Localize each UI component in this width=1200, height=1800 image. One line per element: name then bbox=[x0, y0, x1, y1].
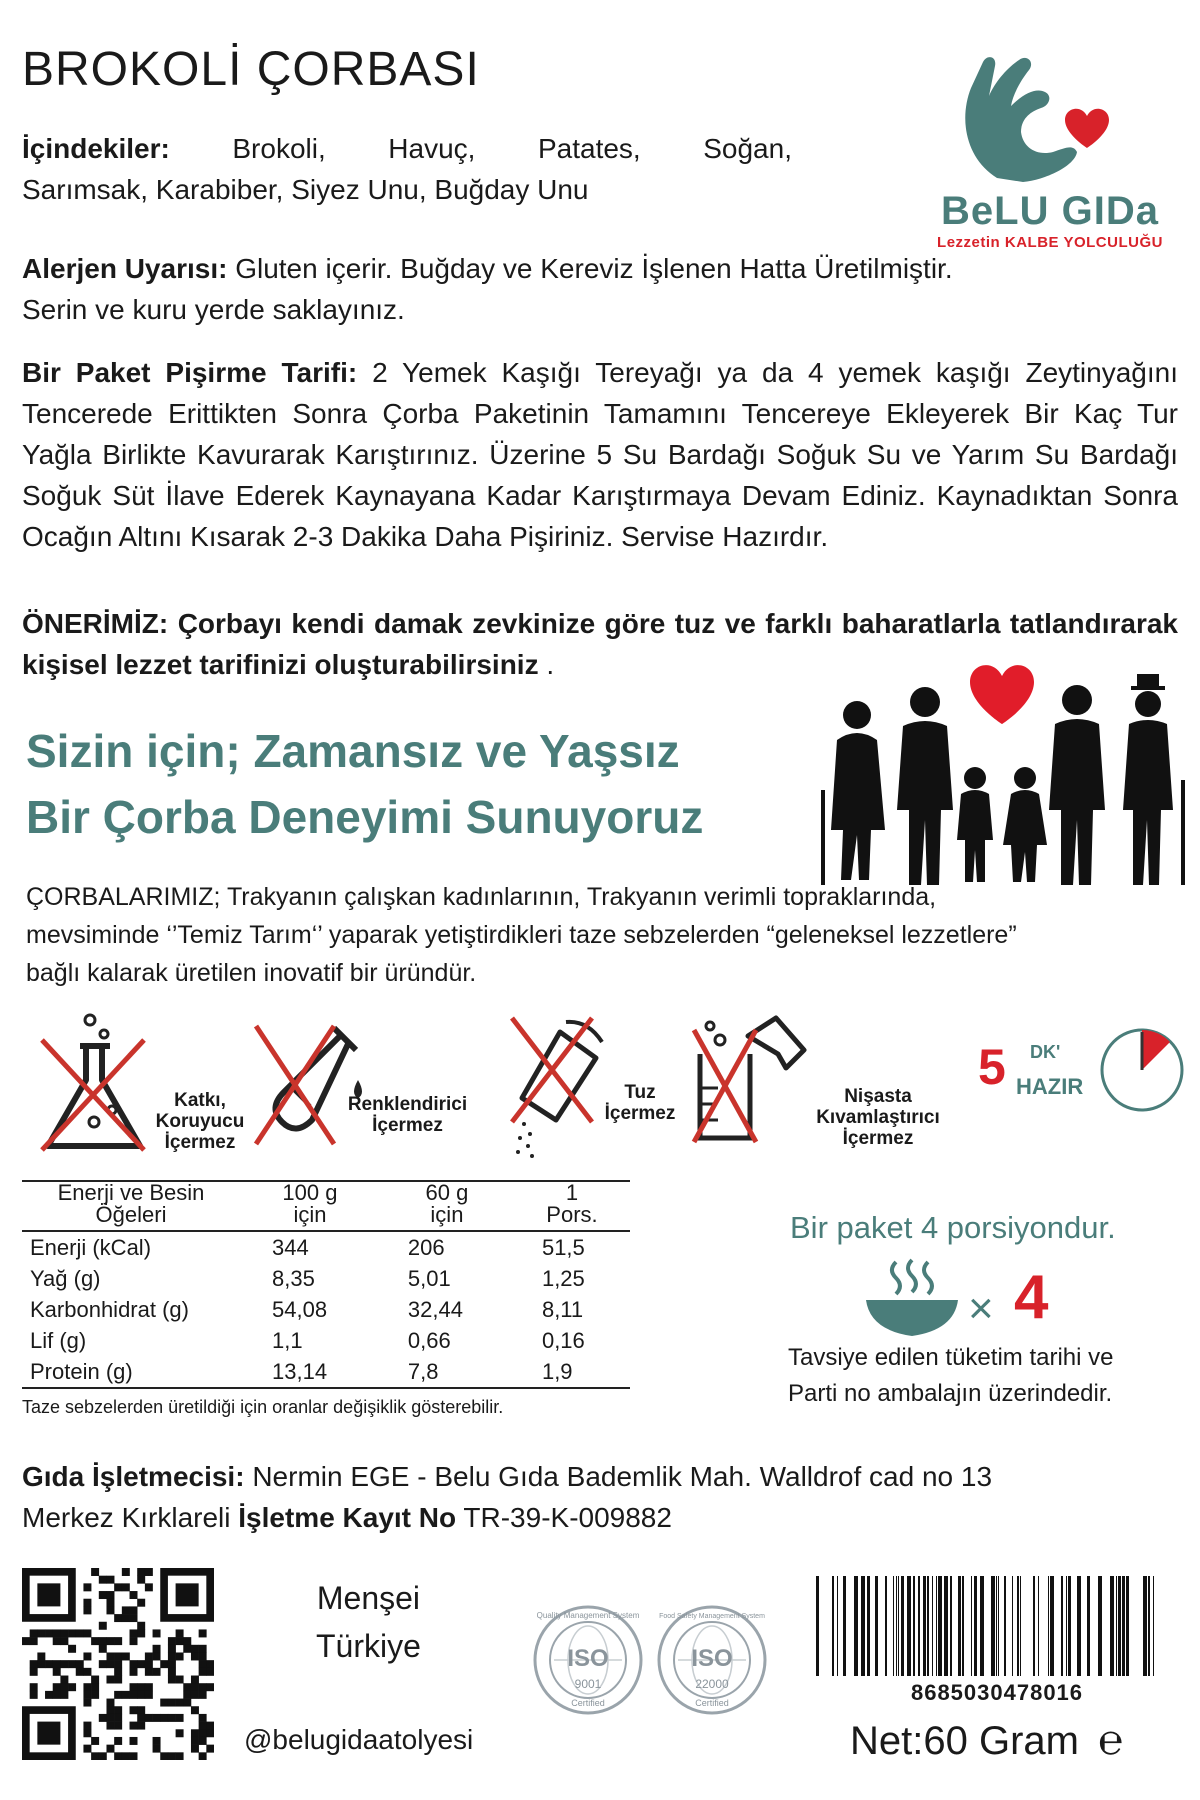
additive-label: Katkı, Koruyucu İçermez bbox=[155, 1090, 245, 1153]
barcode bbox=[812, 1576, 1182, 1676]
svg-text:Food Safety Management System: Food Safety Management System bbox=[659, 1613, 765, 1620]
nutrition-header: Enerji ve Besin Öğeleri bbox=[57, 1180, 205, 1227]
svg-text:Certified: Certified bbox=[571, 1698, 605, 1708]
svg-text:Quality Management System: Quality Management System bbox=[536, 1611, 640, 1620]
barcode-number: 8685030478016 bbox=[910, 1680, 1084, 1705]
slogan-line1: Sizin için; Zamansız ve Yaşsız bbox=[26, 725, 680, 777]
table-row: Yağ (g) 8,35 5,01 1,25 bbox=[30, 1266, 585, 1291]
about-line2: mevsiminde ‘’Temiz Tarım‘’ yaparak yetiştirdikleri taze sebzelerden “geleneksel lezzetlere” bbox=[26, 921, 1017, 949]
net-weight bbox=[850, 1716, 1123, 1764]
suggestion-label: ÖNERİMİZ: bbox=[22, 608, 169, 639]
nutrition-table bbox=[22, 1182, 630, 1389]
operator-text: Nermin EGE - Belu Gıda Bademlik Mah. Walldrof cad no 13 bbox=[244, 1461, 993, 1492]
qr-code[interactable] bbox=[22, 1568, 214, 1760]
recipe-text: 2 Yemek Kaşığı Tereyağı ya da 4 yemek kaşığı Zeytinyağını Tencerede Erittikten Sonra Çorba Paketinin Tamamını Tencereye Ekleyerek Bir Kaç Tur Yağla Birlikte Kavurarak Karıştırınız. Üzerine 5 Su Bardağı Soğuk Su ve Yarım Su Bardağı Soğuk Süt İlave Ederek Kaynayana Kadar Karıştırmaya Devam Ediniz. Kaynadıktan Sonra Ocağın Altını Kısarak 2-3 Dakika Daha Pişiriniz. Servise Hazırdır. bbox=[22, 357, 1178, 552]
origin-label: Menşei bbox=[316, 1580, 421, 1616]
allergen-text: Gluten içerir. Buğday ve Kereviz İşlenen Hatta Üretilmiştir. bbox=[227, 253, 953, 284]
ingredient-item: Havuç, bbox=[388, 133, 476, 164]
hand-heart-icon bbox=[925, 48, 1175, 188]
svg-text:Certified: Certified bbox=[695, 1698, 729, 1708]
registration-label: İşletme Kayıt No bbox=[238, 1502, 457, 1533]
brand-name: BeLU GIDa bbox=[941, 189, 1159, 233]
brand-logo bbox=[925, 48, 1175, 251]
table-row: Karbonhidrat (g) 54,08 32,44 8,11 bbox=[30, 1297, 584, 1322]
about-text bbox=[26, 878, 1186, 992]
nutrition-header: 100 g için bbox=[282, 1180, 338, 1227]
slogan-line2: Bir Çorba Deneyimi Sunuyoruz bbox=[26, 791, 704, 843]
portion-title: Bir paket 4 porsiyondur. bbox=[790, 1210, 1116, 1245]
expiry-note: Tavsiye edilen tüketim tarihi ve Parti no ambalajın üzerindedir. bbox=[788, 1344, 1114, 1407]
recipe-label: Bir Paket Pişirme Tarifi: bbox=[22, 357, 358, 388]
ingredient-item: Soğan, bbox=[703, 133, 792, 164]
nutrition-note: Taze sebzelerden üretildiği için oranlar değişiklik gösterebilir. bbox=[22, 1397, 504, 1417]
product-title: BROKOLİ ÇORBASI bbox=[22, 43, 480, 96]
operator-label: Gıda İşletmecisi: bbox=[22, 1461, 245, 1492]
ingredients-block bbox=[22, 128, 792, 210]
storage-text: Serin ve kuru yerde saklayınız. bbox=[22, 294, 405, 325]
operator-block bbox=[22, 1456, 1182, 1538]
svg-text:ISO: ISO bbox=[691, 1645, 733, 1672]
ready-number: 5 bbox=[978, 1039, 1006, 1095]
svg-text:22000: 22000 bbox=[695, 1677, 729, 1691]
social-handle: @belugidaatolyesi bbox=[244, 1724, 474, 1755]
ready-unit: DK' bbox=[1030, 1042, 1061, 1062]
family-heart-icon bbox=[815, 660, 1190, 890]
beaker-crossed-icon bbox=[690, 1010, 820, 1145]
salt-label: Tuz İçermez bbox=[604, 1082, 676, 1124]
brand-tagline: Lezzetin KALBE YOLCULUĞU bbox=[937, 234, 1163, 251]
registration-number: TR-39-K-009882 bbox=[456, 1502, 672, 1533]
nutrition-header: 60 g için bbox=[425, 1180, 469, 1227]
flask-crossed-icon bbox=[34, 1010, 159, 1160]
ingredient-item: Brokoli, bbox=[232, 133, 326, 164]
iso-9001-badge bbox=[532, 1604, 644, 1716]
recipe-block bbox=[22, 352, 1178, 557]
net-text: Net:60 Gram bbox=[850, 1719, 1079, 1763]
table-row: Protein (g) 13,14 7,8 1,9 bbox=[22, 1356, 630, 1388]
slogan bbox=[26, 718, 703, 850]
ingredients-line2: Sarımsak, Karabiber, Siyez Unu, Buğday Unu bbox=[22, 174, 589, 205]
portion-count: 4 bbox=[1014, 1263, 1049, 1332]
estimated-sign-icon: ℮ bbox=[1098, 1716, 1124, 1763]
nutrition-panel bbox=[22, 1180, 630, 1418]
ingredients-label: İçindekiler: bbox=[22, 133, 170, 164]
suggestion-trail: . bbox=[538, 649, 555, 680]
allergen-label: Alerjen Uyarısı: bbox=[22, 253, 228, 284]
origin-block bbox=[316, 1574, 421, 1670]
nutrition-header: 1 Pors. bbox=[546, 1180, 598, 1227]
operator-line2: Merkez Kırklareli bbox=[22, 1502, 239, 1533]
suggestion-text: Çorbayı kendi damak zevkinize göre tuz ve farklı baharatlarla tatlandırarak kişisel lezzet tarifinizi oluşturabilirsiniz bbox=[22, 608, 1178, 680]
svg-text:ISO: ISO bbox=[567, 1645, 609, 1672]
starch-label: Nişasta Kıvamlaştırıcı İçermez bbox=[816, 1086, 940, 1149]
about-line3: bağlı kalarak üretilen inovatif bir üründür. bbox=[26, 959, 477, 987]
soup-bowl-icon bbox=[862, 1256, 962, 1340]
ready-word: HAZIR bbox=[1016, 1074, 1084, 1099]
portion-multiplier: × bbox=[968, 1284, 994, 1333]
origin-value: Türkiye bbox=[316, 1628, 421, 1664]
svg-text:9001: 9001 bbox=[574, 1677, 602, 1691]
iso-22000-badge bbox=[656, 1604, 768, 1716]
coloring-label: Renklendirici İçermez bbox=[347, 1094, 468, 1136]
table-row: Lif (g) 1,1 0,66 0,16 bbox=[30, 1328, 585, 1353]
allergen-block bbox=[22, 248, 1172, 330]
clock-icon bbox=[1098, 1026, 1186, 1114]
ingredient-item: Patates, bbox=[537, 133, 641, 164]
about-line1: ÇORBALARIMIZ; Trakyanın çalışkan kadınlarının, Trakyanın verimli topraklarında, bbox=[26, 883, 937, 911]
table-row: Enerji (kCal) 344 206 51,5 bbox=[30, 1235, 585, 1260]
